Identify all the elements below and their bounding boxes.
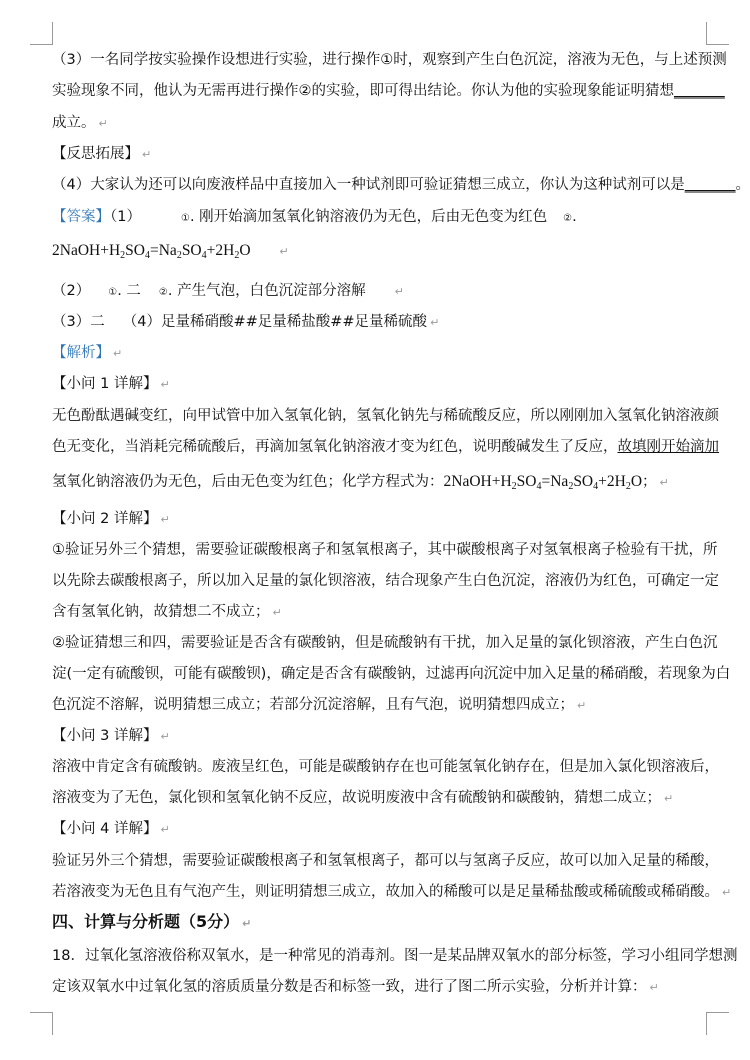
question-4: （4）大家认为还可以向废液样品中直接加入一种试剂即可验证猜想三成立，你认为这种试剂可以是_______。 [52, 177, 750, 193]
crop-mark-top-right [706, 22, 729, 45]
reflect-heading: 【反思拓展】 ↵ [52, 146, 152, 162]
paragraph-mark-icon: ↵ [98, 117, 108, 130]
subquestion-4-line-1: 验证另外三个猜想，需要验证碳酸根离子和氢氧根离子，都可以与氢离子反应，故可以加入足量的稀酸， [52, 853, 719, 869]
subquestion-3-line-1: 溶液中肯定含有硫酸钠。废液呈红色，可能是碳酸钠存在也可能氢氧化钠存在，但是加入氯化钡溶液后， [52, 759, 719, 775]
subquestion-1-line-2: 色无变化，当消耗完稀硫酸后，再滴加氢氧化钠溶液才变为红色，说明酸碱发生了反应，故填刚开始滴加 [52, 439, 719, 455]
question-18-line-1: 18．过氧化氢溶液俗称双氧水，是一种常见的消毒剂。图一是某品牌双氧水的部分标签，学习小组同学想测 [52, 948, 738, 964]
subquestion-1-line-1: 无色酚酞遇碱变红，向甲试管中加入氢氧化钠，氢氧化钠先与稀硫酸反应，所以刚刚加入氢氧化钠溶液颜 [52, 408, 719, 424]
answer-blank: _______ [674, 83, 725, 99]
answer-label: 【答案】 [52, 209, 110, 225]
subquestion-1-line-3: 氢氧化钠溶液仍为无色，后由无色变为红色；化学方程式为：$2NaOH+H_2SO_4=Na_2SO_4+2H_2O$； ↵ [52, 473, 669, 492]
subquestion-4-line-2: 若溶液变为无色且有气泡产生，则证明猜想三成立，故加入的稀酸可以是足量稀盐酸或稀硫酸或稀硝酸。 ↵ [52, 884, 732, 900]
subquestion-4-heading: 【小问 4 详解】 ↵ [52, 821, 170, 837]
subquestion-2-heading: 【小问 2 详解】 ↵ [52, 511, 170, 527]
crop-mark-bottom-left [30, 1012, 53, 1035]
answer-line-2: （2） ①. 二 ②. 产生气泡，白色沉淀部分溶解 ↵ [52, 283, 404, 299]
subquestion-3-heading: 【小问 3 详解】 ↵ [52, 728, 170, 744]
question-3-line-2: 实验现象不同，他认为无需再进行操作②的实验，即可得出结论。你认为他的实验现象能证明猜想_______ [52, 83, 725, 99]
subquestion-3-line-2: 溶液变为了无色，氯化钡和氢氧化钠不反应，故说明废液中含有硫酸钠和碳酸钠，猜想二成立； ↵ [52, 790, 674, 806]
subquestion-2-line-4: ②验证猜想三和四，需要验证是否含有碳酸钠，但是硫酸钠有干扰，加入足量的氯化钡溶液，产生白色沉 [52, 635, 718, 651]
crop-mark-bottom-right [706, 1012, 729, 1035]
answer-line-1: 【答案】（1） ①. 刚开始滴加氢氧化钠溶液仍为无色，后由无色变为红色 ②. [52, 209, 577, 225]
answer-blank: _______ [684, 177, 736, 193]
question-3-line-1: （3）一名同学按实验操作设想进行实验，进行操作①时，观察到产生白色沉淀，溶液为无色，与上述预测 [52, 52, 727, 68]
question-18-line-2: 定该双氧水中过氧化氢的溶质质量分数是否和标签一致，进行了图二所示实验，分析并计算： ↵ [52, 979, 659, 995]
question-3-line-3: 成立。 ↵ [52, 115, 108, 131]
subquestion-2-line-6: 色沉淀不溶解，说明猜想三成立；若部分沉淀溶解，且有气泡，说明猜想四成立； ↵ [52, 697, 587, 713]
subquestion-1-heading: 【小问 1 详解】 ↵ [52, 376, 170, 392]
answer-line-3: （3）二 （4）足量稀硝酸##足量稀盐酸##足量稀硫酸 ↵ [52, 314, 440, 330]
subquestion-2-line-2: 以先除去碳酸根离子，所以加入足量的氯化钡溶液，结合现象产生白色沉淀，溶液仍为红色，可确定一定 [52, 573, 719, 589]
chemical-equation: $2NaOH+H_2SO_4=Na_2SO_4+2H_2O$ ↵ [52, 242, 289, 261]
subquestion-2-line-5: 淀(一定有硫酸钡，可能有碳酸钡)，确定是否含有碳酸钠，过滤再向沉淀中加入足量的稀硝酸，若现象为白 [52, 666, 731, 682]
subquestion-2-line-3: 含有氢氧化钠，故猜想二不成立； ↵ [52, 604, 282, 620]
section-4-title: 四、计算与分析题（5分） ↵ [52, 912, 252, 931]
crop-mark-top-left [30, 22, 53, 45]
subquestion-2-line-1: ①验证另外三个猜想，需要验证碳酸根离子和氢氧根离子，其中碳酸根离子对氢氧根离子检验有干扰，所 [52, 542, 718, 558]
analysis-label: 【解析】 ↵ [52, 345, 123, 361]
